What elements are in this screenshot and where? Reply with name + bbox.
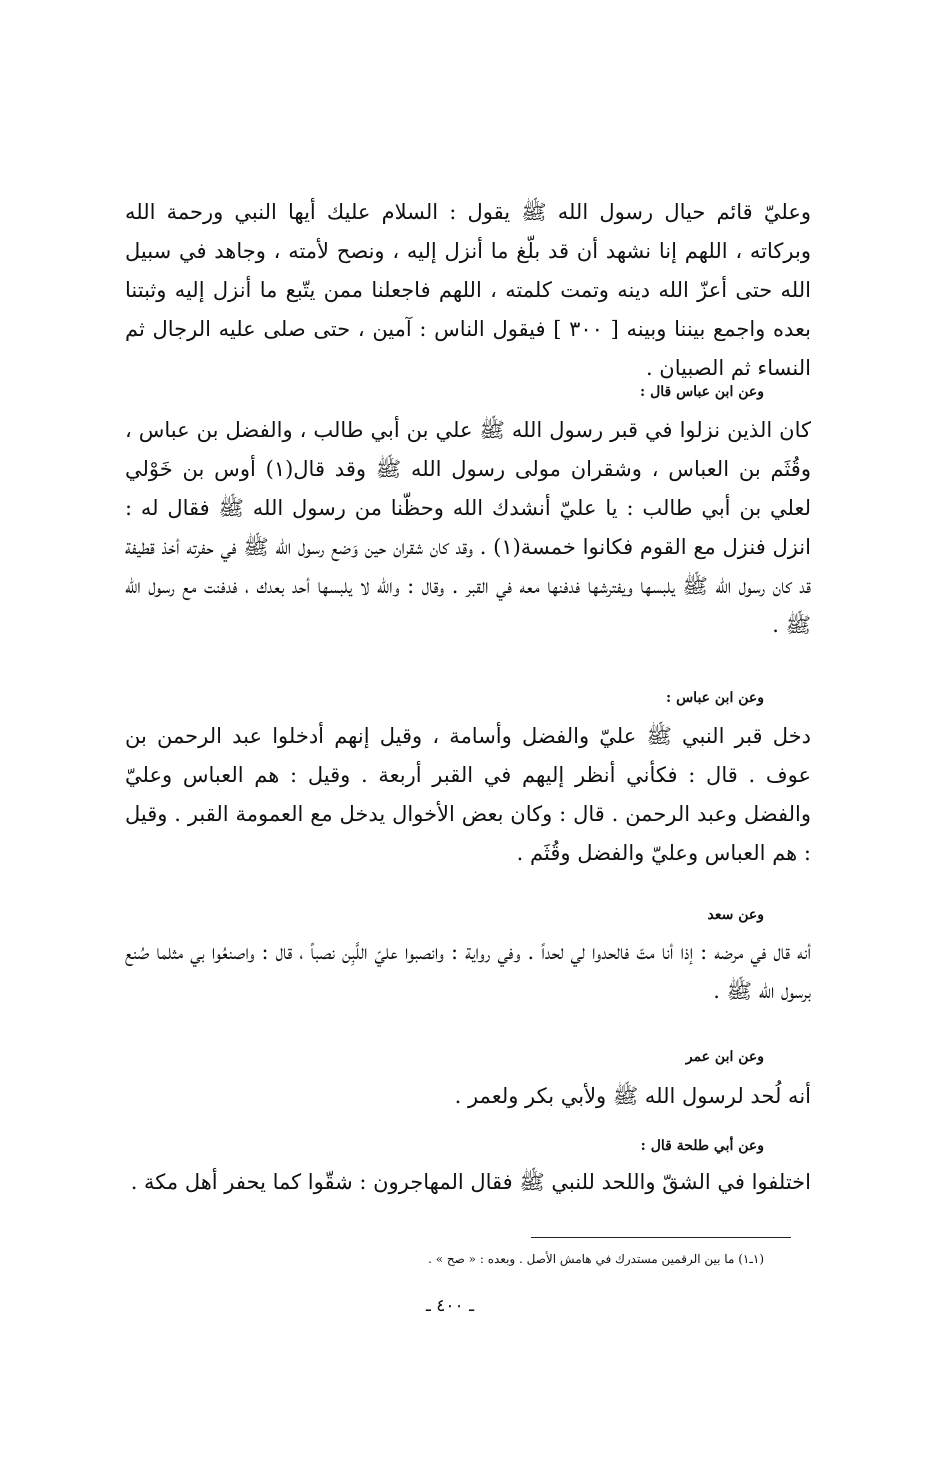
section-4-heading: وعن سعد [707,907,764,923]
section-2-heading: وعن ابن عباس قال : [640,384,764,400]
section-3-text: دخل قبر النبي ﷺ عليّ والفضل وأسامة ، وقيل إنهم أدخلوا عبد الرحمن بن عوف . قال : فكأني أنظر إليهم في القبر أربعة . وقيل : هم العباس وعليّ والفضل وعبد الرحمن . قال : وكان بعض الأخوال يدخل مع العمومة القبر . وقيل : هم العباس وعليّ والفضل وقُثَم . [125,724,811,865]
section-2-text: كان الذين نزلوا في قبر رسول الله ﷺ علي بن أبي طالب ، والفضل بن عباس ، وقُثَم بن العباس ، وشقران مولى رسول الله ﷺ وقد قال(١) أوس بن خَوْلي لعلي بن أبي طالب : يا عليّ أنشدك الله وحظّنا من رسول الله ﷺ فقال له : انزل فنزل مع القوم فكانوا خمسة(١) . وقد كان شقران حين وَضع رسول الله ﷺ في حفرته أخذ قطيفة قد كان رسول الله ﷺ يلبسها ويفترشها فدفنها معه في القبر . وقال : والله لا يلبسها أحد بعدك ، فدفنت مع رسول الله ﷺ . [125,418,811,637]
page-number: ـ ٤٠٠ ـ [425,1296,475,1316]
paragraph-1: وعليّ قائم حيال رسول الله ﷺ يقول : السلام عليك أيها النبي ورحمة الله وبركاته ، اللهم إنا نشهد أن قد بلّغ ما أنزل إليه ، ونصح لأمته ، وجاهد في سبيل الله حتى أعزّ الله دينه وتمت كلمته ، اللهم فاجعلنا ممن يتّبع ما أنزل إليه وثبتنا بعده واجمع بيننا وبينه [ ٣٠٠ ] فيقول الناس : آمين ، حتى صلى عليه الرجال ثم النساء ثم الصبيان . [125,200,811,380]
section-5-text: أنه لُحد لرسول الله ﷺ ولأبي بكر ولعمر . [454,1084,811,1108]
section-5-heading: وعن ابن عمر [685,1049,764,1065]
section-6-heading: وعن أبي طلحة قال : [640,1138,764,1154]
section-6-text: اختلفوا في الشقّ واللحد للنبي ﷺ فقال المهاجرون : شقّوا كما يحفر أهل مكة . [130,1170,811,1194]
section-3-heading: وعن ابن عباس : [666,690,764,706]
footnote: (١ـ١) ما بين الرقمين مستدرك في هامش الأصل . وبعده : « صح » . [428,1252,764,1266]
section-4-text: أنه قال في مرضه : إذا أنا متّ فالحدوا لي لحداً . وفي رواية : وانصبوا عليّ اللَّبِن نصباً ، قال : واصنعُوا بي مثلما صُنع برسول الله ﷺ . [125,940,811,1003]
footnote-divider [531,1237,791,1238]
